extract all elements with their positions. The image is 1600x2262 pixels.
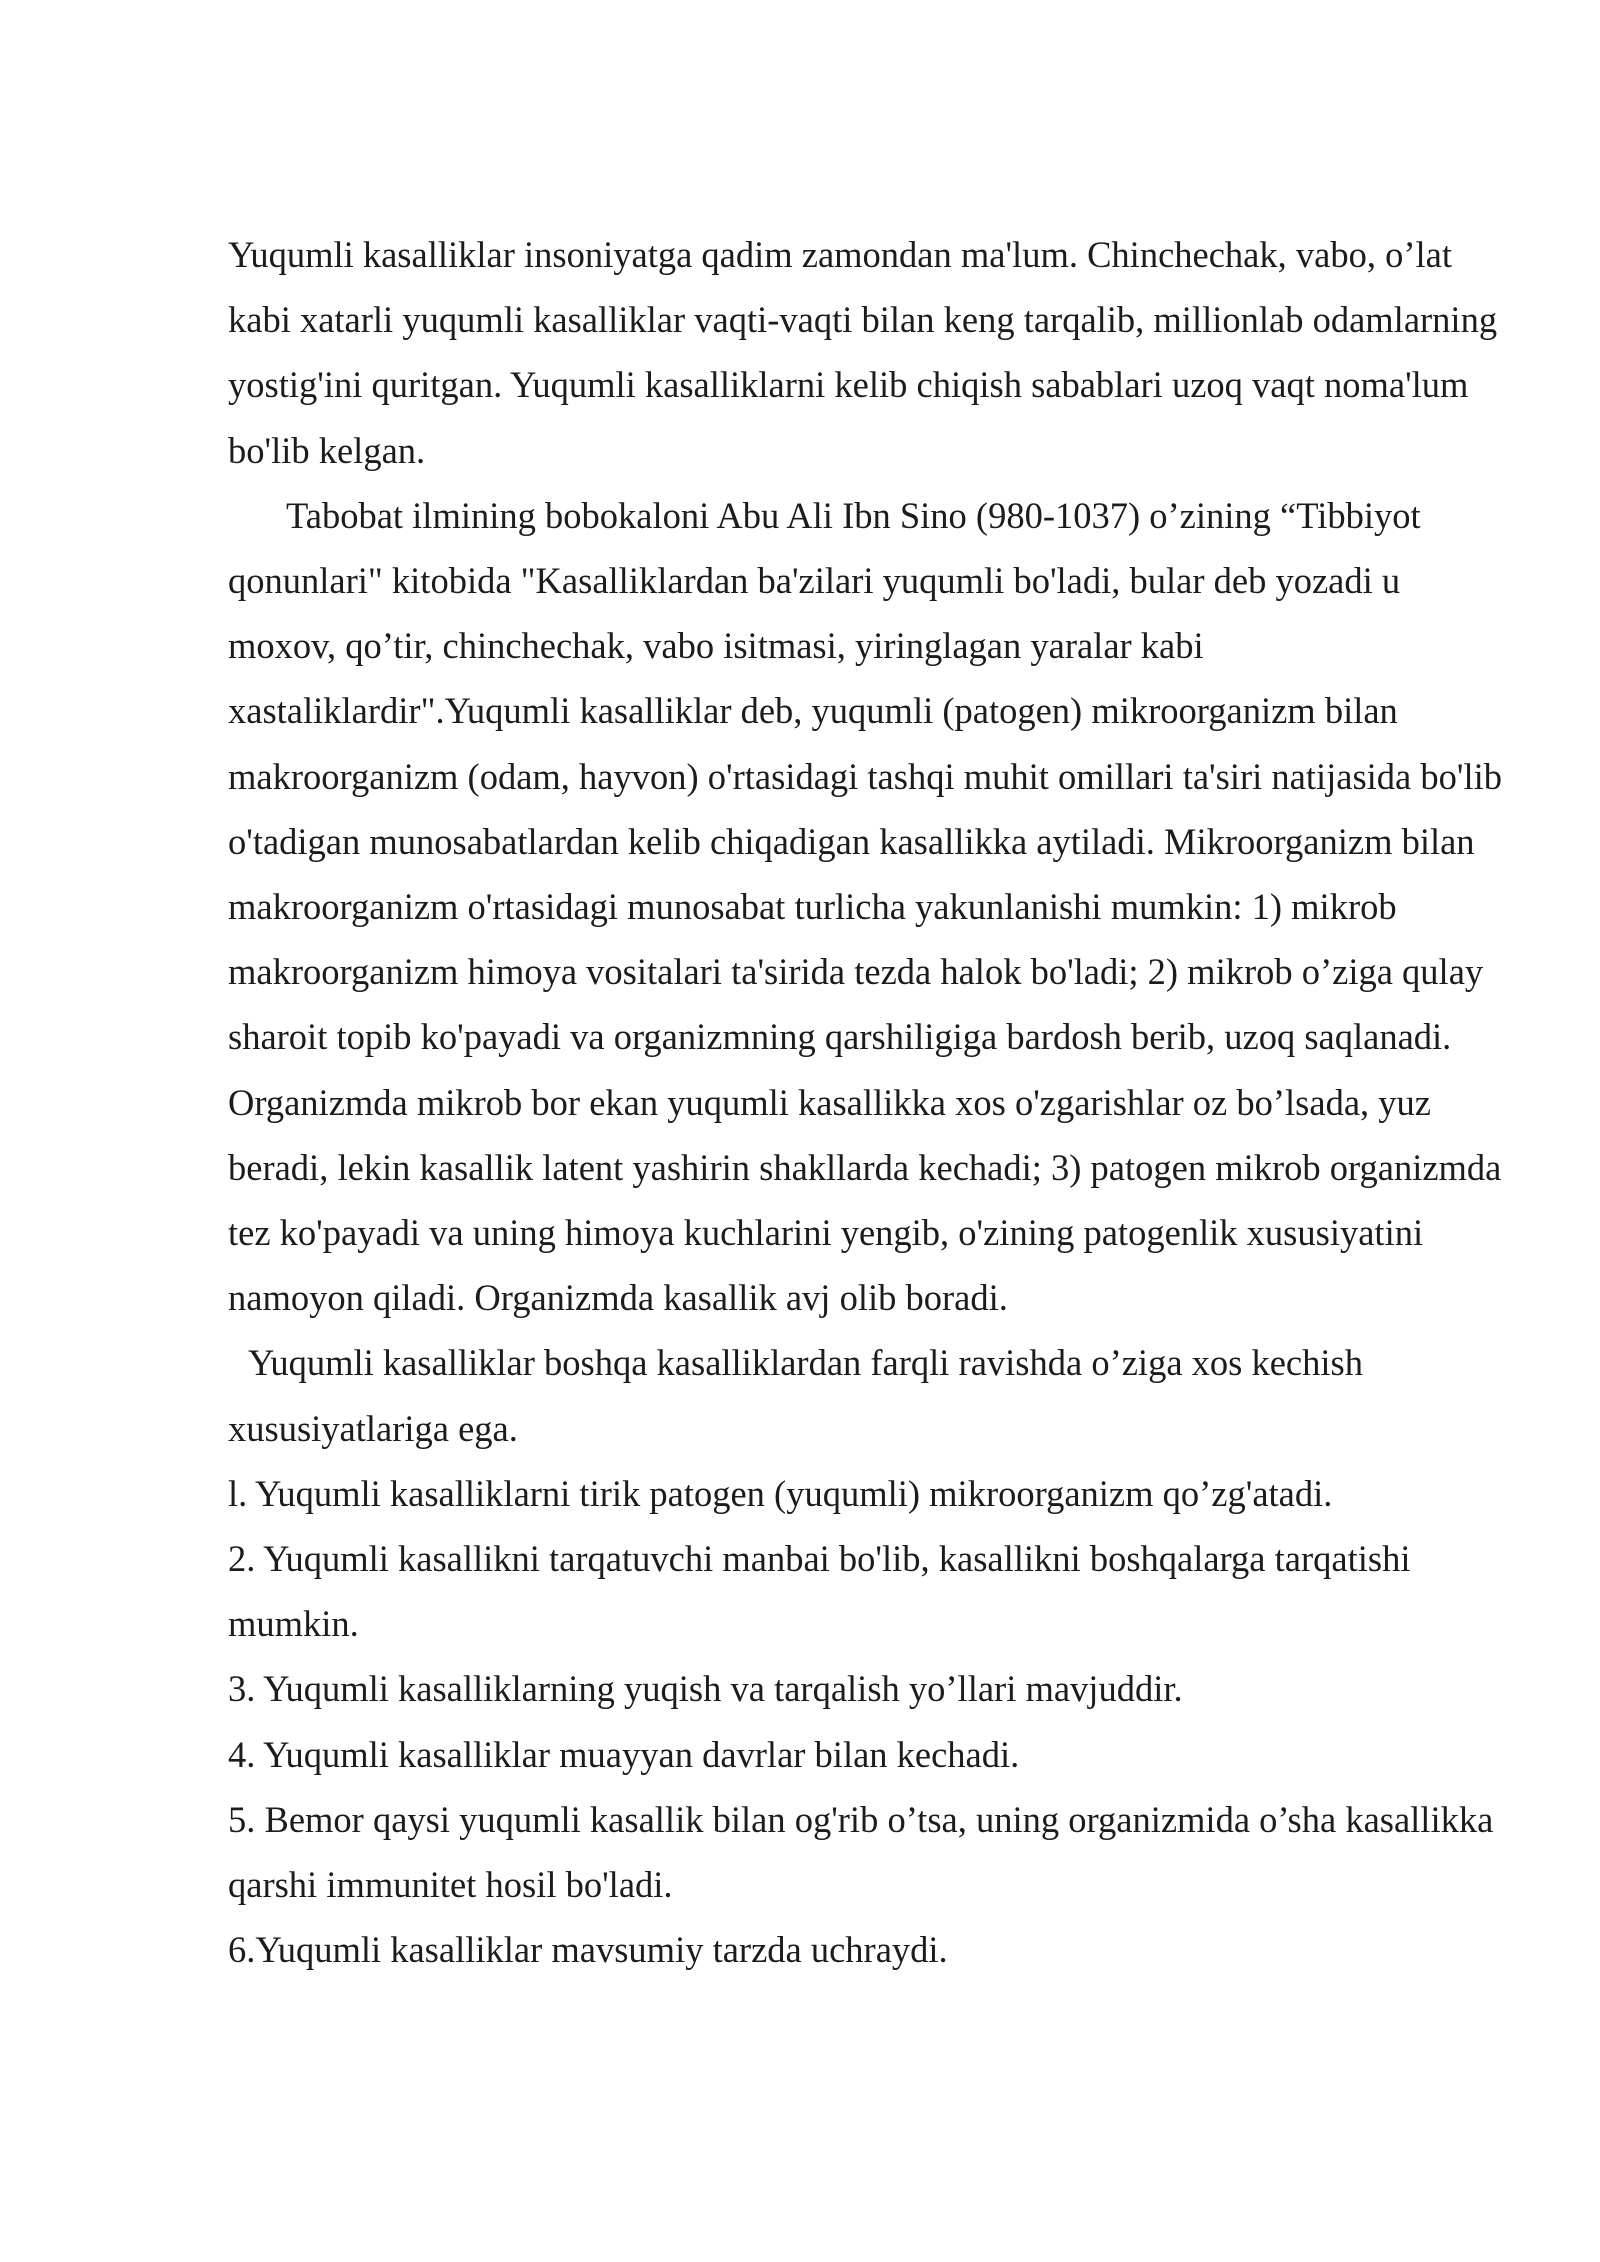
- list-item: 5. Bemor qaysi yuqumli kasallik bilan og'rib o’tsa, uning organizmida o’sha kasallikka qarshi immunitet hosil bo'ladi.: [228, 1798, 1494, 1906]
- features-list: [228, 1461, 1508, 1983]
- list-item: 2. Yuqumli kasallikni tarqatuvchi manbai bo'lib, kasallikni boshqalarga tarqatishi mumkin.: [228, 1538, 1411, 1645]
- paragraph-features-intro: Yuqumli kasalliklar boshqa kasalliklardan farqli ravishda o’ziga xos kechish xususiyatlariga ega.: [228, 1342, 1363, 1449]
- paragraph-intro: Yuqumli kasalliklar insoniyatga qadim zamondan ma'lum. Chinchechak, vabo, o’lat kabi xatarli yuqumli kasalliklar vaqti-vaqti bilan keng tarqalib, millionlab odamlarning yostig'ini quritgan. Yuqumli kasalliklarni kelib chiqish sabablari uzoq vaqt noma'lum bo'lib kelgan.: [228, 234, 1498, 471]
- list-item: 3. Yuqumli kasalliklarning yuqish va tarqalish yo’llari mavjuddir.: [228, 1668, 1183, 1710]
- list-item: l. Yuqumli kasalliklarni tirik patogen (yuqumli) mikroorganizm qo’zg'atadi.: [228, 1472, 1333, 1514]
- document-page: [228, 222, 1508, 1982]
- list-item: 4. Yuqumli kasalliklar muayyan davrlar bilan kechadi.: [228, 1733, 1020, 1775]
- paragraph-ibn-sino: Tabobat ilmining bobokaloni Abu Ali Ibn Sino (980-1037) o’zining “Tibbiyot qonunlari" kitobida "Kasalliklardan ba'zilari yuqumli bo'ladi, bular deb yozadi u moxov, qo’tir, chinchechak, vabo isitmasi, yiringlagan yaralar kabi xastaliklardir".Yuqumli kasalliklar deb, yuqumli (patogen) mikroorganizm bilan makroorganizm (odam, hayvon) o'rtasidagi tashqi muhit omillari ta'siri natijasida bo'lib o'tadigan munosabatlardan kelib chiqadigan kasallikka aytiladi. Mikroorganizm bilan makroorganizm o'rtasidagi munosabat turlicha yakunlanishi mumkin: 1) mikrob makroorganizm himoya vositalari ta'sirida tezda halok bo'ladi; 2) mikrob o’ziga qulay sharoit topib ko'payadi va organizmning qarshiligiga bardosh berib, uzoq saqlanadi. Organizmda mikrob bor ekan yuqumli kasallikka xos o'zgarishlar oz bo’lsada, yuz beradi, lekin kasallik latent yashirin shakllarda kechadi; 3) patogen mikrob organizmda tez ko'payadi va uning himoya kuchlarini yengib, o'zining patogenlik xususiyatini namoyon qiladi. Organizmda kasallik avj olib boradi.: [228, 494, 1502, 1319]
- list-item: 6.Yuqumli kasalliklar mavsumiy tarzda uchraydi.: [228, 1929, 948, 1971]
